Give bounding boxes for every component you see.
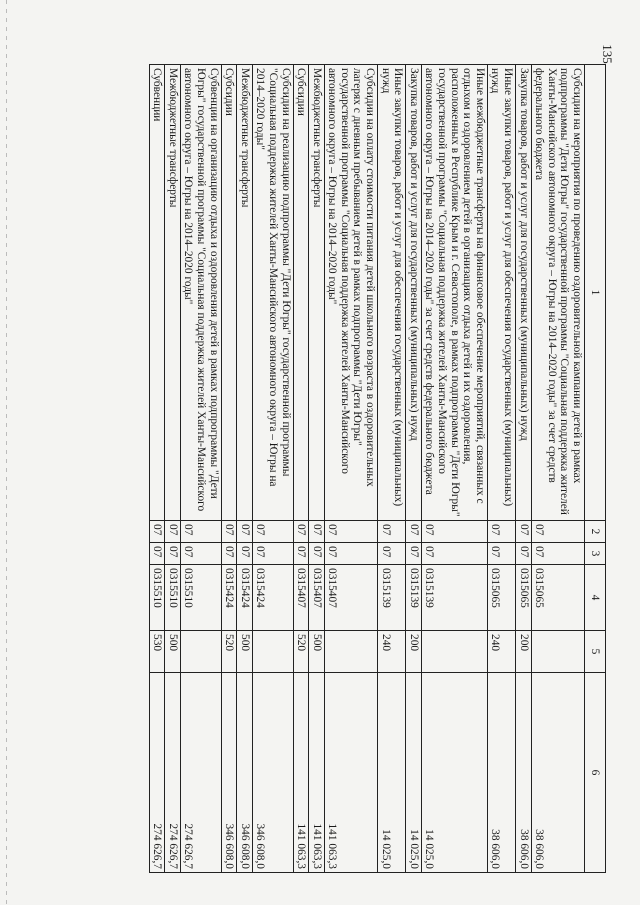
- target-article-cell: 0315139: [406, 565, 422, 631]
- target-article-cell: 0315424: [252, 565, 293, 631]
- expense-type-cell: [252, 631, 293, 673]
- subsection-code-cell: 07: [237, 543, 253, 565]
- subsection-code-cell: 07: [180, 543, 221, 565]
- table-row: [421, 65, 487, 873]
- table-row: [252, 65, 293, 873]
- amount-cell: 274 626,7: [180, 673, 221, 873]
- table-row: [165, 65, 181, 873]
- expense-type-cell: 240: [378, 631, 406, 673]
- section-code-cell: 07: [237, 521, 253, 543]
- target-article-cell: 0315407: [309, 565, 325, 631]
- target-article-cell: 0315139: [378, 565, 406, 631]
- table-row: [237, 65, 253, 873]
- table-row: [378, 65, 406, 873]
- row-name-cell: Субсидии: [221, 65, 237, 521]
- target-article-cell: 0315065: [531, 565, 584, 631]
- row-name-cell: Субсидии на мероприятия по проведению оздоровительной кампании детей в рамках подпрограммы "Дети Югры" государственной программы "Социальная поддержка жителей Ханты-Мансийского автономного округа – Югры на 2014–2020 годы" за счет средств федерального бюджета: [531, 65, 584, 521]
- rotated-sheet: [86, 64, 606, 872]
- row-name-cell: Межбюджетные трансферты: [309, 65, 325, 521]
- header-row: [585, 65, 606, 873]
- expense-type-cell: 520: [293, 631, 309, 673]
- row-name-cell: Иные закупки товаров, работ и услуг для обеспечения государственных (муниципальных) нужд: [378, 65, 406, 521]
- section-code-cell: 07: [221, 521, 237, 543]
- section-code-cell: 07: [149, 521, 165, 543]
- section-code-cell: 07: [324, 521, 377, 543]
- header-cell: 4: [585, 565, 606, 631]
- target-article-cell: 0315424: [221, 565, 237, 631]
- expense-type-cell: 240: [487, 631, 515, 673]
- expense-type-cell: 520: [221, 631, 237, 673]
- expense-type-cell: 500: [309, 631, 325, 673]
- expense-type-cell: [180, 631, 221, 673]
- table-row: [516, 65, 532, 873]
- target-article-cell: 0315065: [516, 565, 532, 631]
- expense-type-cell: [531, 631, 584, 673]
- row-name-cell: Межбюджетные трансферты: [165, 65, 181, 521]
- amount-cell: 14 025,0: [421, 673, 487, 873]
- header-cell: 2: [585, 521, 606, 543]
- target-article-cell: 0315510: [149, 565, 165, 631]
- expense-type-cell: 200: [516, 631, 532, 673]
- row-name-cell: Субвенции на организацию отдыха и оздоровления детей в рамках подпрограммы "Дети Югры" государственной программы "Социальная поддержка жителей Ханты-Мансийского автономного округа – Югры на 2014–2020 годы": [180, 65, 221, 521]
- section-code-cell: 07: [487, 521, 515, 543]
- subsection-code-cell: 07: [531, 543, 584, 565]
- header-cell: 6: [585, 673, 606, 873]
- row-name-cell: Иные закупки товаров, работ и услуг для обеспечения государственных (муниципальных) нужд: [487, 65, 515, 521]
- amount-cell: 14 025,0: [406, 673, 422, 873]
- page-number: 135: [599, 44, 615, 64]
- table-row: [531, 65, 584, 873]
- table-row: [149, 65, 165, 873]
- amount-cell: 141 063,3: [324, 673, 377, 873]
- section-code-cell: 07: [293, 521, 309, 543]
- subsection-code-cell: 07: [421, 543, 487, 565]
- row-name-cell: Закупка товаров, работ и услуг для государственных (муниципальных) нужд: [516, 65, 532, 521]
- subsection-code-cell: 07: [221, 543, 237, 565]
- amount-cell: 346 608,0: [221, 673, 237, 873]
- section-code-cell: 07: [378, 521, 406, 543]
- table-row: [487, 65, 515, 873]
- amount-cell: 274 626,7: [165, 673, 181, 873]
- table-row: [324, 65, 377, 873]
- table-row: [221, 65, 237, 873]
- row-name-cell: Субсидии на оплату стоимости питания детей школьного возраста в оздоровительных лагерях с дневным пребыванием детей в рамках подпрограммы "Дети Югры" государственной программы "Социальная поддержка жителей Ханты-Мансийского автономного округа – Югры на 2014–2020 годы": [324, 65, 377, 521]
- subsection-code-cell: 07: [309, 543, 325, 565]
- amount-cell: 14 025,0: [378, 673, 406, 873]
- subsection-code-cell: 07: [293, 543, 309, 565]
- subsection-code-cell: 07: [324, 543, 377, 565]
- subsection-code-cell: 07: [516, 543, 532, 565]
- amount-cell: 141 063,3: [293, 673, 309, 873]
- header-cell: 3: [585, 543, 606, 565]
- budget-table: [149, 64, 606, 873]
- target-article-cell: 0315510: [165, 565, 181, 631]
- header-cell: 5: [585, 631, 606, 673]
- amount-cell: 38 606,0: [531, 673, 584, 873]
- section-code-cell: 07: [516, 521, 532, 543]
- section-code-cell: 07: [252, 521, 293, 543]
- expense-type-cell: 500: [237, 631, 253, 673]
- expense-type-cell: 530: [149, 631, 165, 673]
- subsection-code-cell: 07: [165, 543, 181, 565]
- target-article-cell: 0315510: [180, 565, 221, 631]
- amount-cell: 38 606,0: [487, 673, 515, 873]
- target-article-cell: 0315065: [487, 565, 515, 631]
- expense-type-cell: 200: [406, 631, 422, 673]
- amount-cell: 141 063,3: [309, 673, 325, 873]
- section-code-cell: 07: [421, 521, 487, 543]
- section-code-cell: 07: [165, 521, 181, 543]
- expense-type-cell: [324, 631, 377, 673]
- table-body: [149, 65, 584, 873]
- row-name-cell: Субвенции: [149, 65, 165, 521]
- expense-type-cell: [421, 631, 487, 673]
- row-name-cell: Межбюджетные трансферты: [237, 65, 253, 521]
- section-code-cell: 07: [531, 521, 584, 543]
- row-name-cell: Закупка товаров, работ и услуг для государственных (муниципальных) нужд: [406, 65, 422, 521]
- section-code-cell: 07: [406, 521, 422, 543]
- table-row: [180, 65, 221, 873]
- table-row: [309, 65, 325, 873]
- table-row: [293, 65, 309, 873]
- amount-cell: 38 606,0: [516, 673, 532, 873]
- table-row: [406, 65, 422, 873]
- section-code-cell: 07: [180, 521, 221, 543]
- target-article-cell: 0315407: [293, 565, 309, 631]
- subsection-code-cell: 07: [252, 543, 293, 565]
- target-article-cell: 0315407: [324, 565, 377, 631]
- header-cell: 1: [585, 65, 606, 521]
- subsection-code-cell: 07: [149, 543, 165, 565]
- amount-cell: 346 608,0: [252, 673, 293, 873]
- subsection-code-cell: 07: [378, 543, 406, 565]
- row-name-cell: Иные межбюджетные трансферты на финансовое обеспечение мероприятий, связанных с отдыхом и оздоровлением детей в организациях отдыха детей и их оздоровления, расположенных в Республике Крым и г. Севастополе, в рамках подпрограммы "Дети Югры" государственной программы "Социальная поддержка жителей Ханты-Мансийского автономного округа – Югры на 2014–2020 годы" за счет средств федерального бюджета: [421, 65, 487, 521]
- subsection-code-cell: 07: [406, 543, 422, 565]
- section-code-cell: 07: [309, 521, 325, 543]
- row-name-cell: Субсидии на реализацию подпрограммы "Дети Югры" государственной программы "Социальная поддержка жителей Ханты-Мансийского автономного округа – Югры на 2014–2020 годы": [252, 65, 293, 521]
- target-article-cell: 0315139: [421, 565, 487, 631]
- amount-cell: 274 626,7: [149, 673, 165, 873]
- subsection-code-cell: 07: [487, 543, 515, 565]
- amount-cell: 346 608,0: [237, 673, 253, 873]
- expense-type-cell: 500: [165, 631, 181, 673]
- target-article-cell: 0315424: [237, 565, 253, 631]
- row-name-cell: Субсидии: [293, 65, 309, 521]
- scan-edge: [6, 0, 7, 905]
